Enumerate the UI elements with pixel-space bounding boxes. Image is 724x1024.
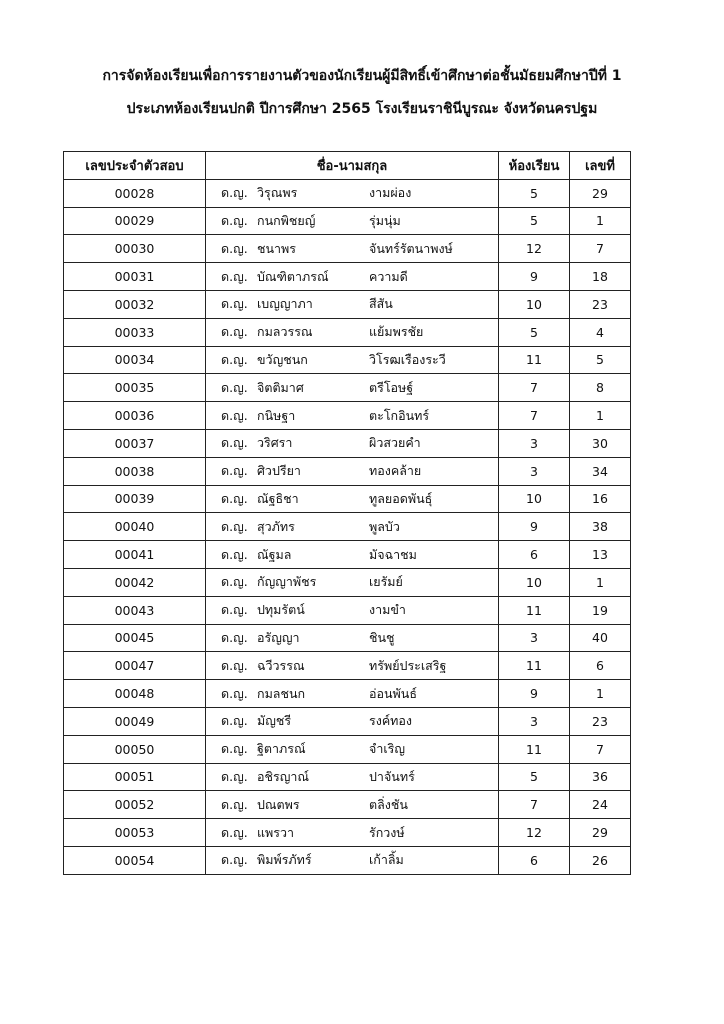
- number-cell: 36: [570, 763, 631, 791]
- document-title-line-2: ประเภทห้องเรียนปกติ ปีการศึกษา 2565 โรงเรียนราชินีบูรณะ จังหวัดนครปฐม: [126, 101, 598, 117]
- number-cell: 29: [570, 179, 631, 207]
- room-cell: 11: [499, 596, 570, 624]
- name-prefix: ด.ญ.: [221, 379, 248, 395]
- name-prefix: ด.ญ.: [221, 657, 248, 673]
- table-row: [64, 791, 631, 819]
- last-name: วิโรฒเรืองระวี: [369, 351, 446, 367]
- room-cell: 5: [499, 763, 570, 791]
- exam-id-cell: 00042: [64, 568, 206, 596]
- exam-id-cell: 00047: [64, 652, 206, 680]
- name-prefix: ด.ญ.: [221, 713, 248, 729]
- first-name: สุวภัทร: [257, 518, 295, 534]
- name-prefix: ด.ญ.: [221, 546, 248, 562]
- table-row: [64, 263, 631, 291]
- exam-id-cell: 00045: [64, 624, 206, 652]
- room-cell: 11: [499, 346, 570, 374]
- table-row: [64, 680, 631, 708]
- number-cell: 38: [570, 513, 631, 541]
- room-cell: 7: [499, 791, 570, 819]
- first-name: กนิษฐา: [257, 407, 296, 423]
- number-cell: 1: [570, 402, 631, 430]
- name-prefix: ด.ญ.: [221, 685, 248, 701]
- room-cell: 7: [499, 402, 570, 430]
- room-cell: 5: [499, 179, 570, 207]
- first-name: วริศรา: [257, 435, 293, 451]
- first-name: อชิรญาณ์: [257, 768, 309, 784]
- exam-id-cell: 00033: [64, 318, 206, 346]
- exam-id-cell: 00031: [64, 263, 206, 291]
- name-prefix: ด.ญ.: [221, 796, 248, 812]
- number-cell: 18: [570, 263, 631, 291]
- name-prefix: ด.ญ.: [221, 602, 248, 618]
- number-cell: 7: [570, 735, 631, 763]
- name-prefix: ด.ญ.: [221, 407, 248, 423]
- last-name: ทรัพย์ประเสริฐ: [369, 657, 447, 673]
- first-name: บัณฑิตาภรณ์: [257, 268, 329, 284]
- name-cell: [206, 374, 499, 402]
- name-cell: [206, 318, 499, 346]
- first-name: ปณตพร: [257, 796, 300, 812]
- last-name: ปาจันทร์: [369, 768, 415, 784]
- last-name: ตะโกอินทร์: [369, 407, 430, 423]
- name-cell: [206, 735, 499, 763]
- last-name: อ่อนพันธ์: [369, 685, 417, 701]
- name-prefix: ด.ญ.: [221, 296, 248, 312]
- last-name: แย้มพรชัย: [369, 324, 424, 340]
- exam-id-cell: 00036: [64, 402, 206, 430]
- name-prefix: ด.ญ.: [221, 518, 248, 534]
- first-name: วิรุณพร: [257, 185, 298, 201]
- room-cell: 9: [499, 263, 570, 291]
- room-cell: 7: [499, 374, 570, 402]
- exam-id-cell: 00034: [64, 346, 206, 374]
- exam-id-cell: 00051: [64, 763, 206, 791]
- number-cell: 4: [570, 318, 631, 346]
- name-prefix: ด.ญ.: [221, 463, 248, 479]
- last-name: ความดี: [369, 268, 408, 284]
- room-cell: 6: [499, 541, 570, 569]
- document-title-line-1: การจัดห้องเรียนเพื่อการรายงานตัวของนักเรียนผู้มีสิทธิ์เข้าศึกษาต่อชั้นมัธยมศึกษาปีที่ 1: [102, 68, 622, 84]
- name-cell: [206, 429, 499, 457]
- table-row: [64, 735, 631, 763]
- name-prefix: ด.ญ.: [221, 185, 248, 201]
- name-cell: [206, 485, 499, 513]
- last-name: เยรัมย์: [369, 574, 403, 590]
- name-cell: [206, 624, 499, 652]
- last-name: เก้าลิ้ม: [369, 852, 404, 868]
- first-name: ศิวปรียา: [257, 463, 301, 479]
- name-prefix: ด.ญ.: [221, 768, 248, 784]
- number-cell: 1: [570, 568, 631, 596]
- room-cell: 10: [499, 568, 570, 596]
- last-name: ทูลยอดพันธุ์: [369, 490, 433, 506]
- name-cell: [206, 179, 499, 207]
- name-cell: [206, 819, 499, 847]
- column-header-room: ห้องเรียน: [499, 152, 570, 180]
- exam-id-cell: 00054: [64, 846, 206, 874]
- number-cell: 30: [570, 429, 631, 457]
- name-prefix: ด.ญ.: [221, 212, 248, 228]
- column-header-number: เลขที่: [570, 152, 631, 180]
- first-name: อรัญญา: [257, 629, 300, 645]
- last-name: สีสัน: [369, 296, 393, 312]
- room-cell: 6: [499, 846, 570, 874]
- first-name: มัญชรี: [257, 713, 292, 729]
- number-cell: 40: [570, 624, 631, 652]
- table-row: [64, 402, 631, 430]
- exam-id-cell: 00049: [64, 707, 206, 735]
- name-cell: [206, 235, 499, 263]
- exam-id-cell: 00043: [64, 596, 206, 624]
- exam-id-cell: 00041: [64, 541, 206, 569]
- first-name: แพรวา: [257, 824, 295, 840]
- table-row: [64, 819, 631, 847]
- table-row: [64, 235, 631, 263]
- first-name: ฉวีวรรณ: [257, 657, 305, 673]
- name-cell: [206, 707, 499, 735]
- name-prefix: ด.ญ.: [221, 268, 248, 284]
- number-cell: 1: [570, 680, 631, 708]
- number-cell: 29: [570, 819, 631, 847]
- name-cell: [206, 457, 499, 485]
- first-name: ฐิตาภรณ์: [257, 741, 306, 757]
- number-cell: 6: [570, 652, 631, 680]
- name-prefix: ด.ญ.: [221, 852, 248, 868]
- first-name: ปทุมรัตน์: [257, 602, 305, 618]
- room-cell: 3: [499, 429, 570, 457]
- first-name: ชนาพร: [257, 240, 297, 256]
- table-row: [64, 207, 631, 235]
- name-cell: [206, 652, 499, 680]
- exam-id-cell: 00050: [64, 735, 206, 763]
- table-row: [64, 457, 631, 485]
- table-row: [64, 346, 631, 374]
- table-row: [64, 846, 631, 874]
- table-row: [64, 596, 631, 624]
- first-name: เบญญาภา: [257, 296, 313, 312]
- first-name: ณัฐมล: [257, 546, 292, 562]
- room-cell: 3: [499, 624, 570, 652]
- last-name: จันทร์รัตนาพงษ์: [369, 240, 453, 256]
- name-prefix: ด.ญ.: [221, 490, 248, 506]
- room-cell: 9: [499, 680, 570, 708]
- exam-id-cell: 00039: [64, 485, 206, 513]
- last-name: ทองคล้าย: [369, 463, 422, 479]
- table-body: [64, 179, 631, 874]
- last-name: รักวงษ์: [369, 824, 405, 840]
- exam-id-cell: 00037: [64, 429, 206, 457]
- number-cell: 8: [570, 374, 631, 402]
- name-prefix: ด.ญ.: [221, 351, 248, 367]
- room-cell: 10: [499, 485, 570, 513]
- table-row: [64, 485, 631, 513]
- number-cell: 23: [570, 290, 631, 318]
- last-name: ตรีโอษฐ์: [369, 379, 414, 395]
- last-name: งามผ่อง: [369, 185, 412, 201]
- first-name: กมลวรรณ: [257, 324, 313, 340]
- name-cell: [206, 207, 499, 235]
- table-row: [64, 541, 631, 569]
- first-name: จิตติมาศ: [257, 379, 304, 395]
- table-row: [64, 318, 631, 346]
- last-name: พูลบัว: [369, 518, 400, 534]
- name-cell: [206, 763, 499, 791]
- name-cell: [206, 263, 499, 291]
- last-name: ตลิ่งชัน: [369, 796, 408, 812]
- name-cell: [206, 596, 499, 624]
- exam-id-cell: 00052: [64, 791, 206, 819]
- number-cell: 16: [570, 485, 631, 513]
- exam-id-cell: 00040: [64, 513, 206, 541]
- first-name: กนกพิชยญ์: [257, 212, 316, 228]
- name-cell: [206, 846, 499, 874]
- number-cell: 23: [570, 707, 631, 735]
- last-name: งามขำ: [369, 602, 406, 618]
- room-cell: 5: [499, 207, 570, 235]
- room-cell: 3: [499, 457, 570, 485]
- room-cell: 9: [499, 513, 570, 541]
- number-cell: 34: [570, 457, 631, 485]
- last-name: รงค์ทอง: [369, 713, 413, 729]
- exam-id-cell: 00035: [64, 374, 206, 402]
- exam-id-cell: 00038: [64, 457, 206, 485]
- number-cell: 7: [570, 235, 631, 263]
- table-row: [64, 568, 631, 596]
- room-cell: 5: [499, 318, 570, 346]
- last-name: มัจฉาชม: [369, 546, 417, 562]
- column-header-name: ชื่อ-นามสกุล: [206, 152, 499, 180]
- room-cell: 12: [499, 235, 570, 263]
- table-header-row: [64, 152, 631, 180]
- exam-id-cell: 00028: [64, 179, 206, 207]
- table-row: [64, 290, 631, 318]
- number-cell: 13: [570, 541, 631, 569]
- table-row: [64, 374, 631, 402]
- room-cell: 11: [499, 652, 570, 680]
- name-cell: [206, 541, 499, 569]
- room-cell: 10: [499, 290, 570, 318]
- first-name: กัญญาพัชร: [257, 574, 317, 590]
- name-cell: [206, 402, 499, 430]
- name-cell: [206, 680, 499, 708]
- exam-id-cell: 00030: [64, 235, 206, 263]
- exam-id-cell: 00032: [64, 290, 206, 318]
- last-name: ชินชู: [369, 629, 395, 645]
- name-cell: [206, 568, 499, 596]
- exam-id-cell: 00029: [64, 207, 206, 235]
- table-row: [64, 179, 631, 207]
- first-name: พิมพ์รภัทร์: [257, 852, 312, 868]
- name-prefix: ด.ญ.: [221, 324, 248, 340]
- name-prefix: ด.ญ.: [221, 824, 248, 840]
- room-cell: 3: [499, 707, 570, 735]
- first-name: กมลชนก: [257, 685, 306, 701]
- name-prefix: ด.ญ.: [221, 629, 248, 645]
- name-cell: [206, 290, 499, 318]
- table-row: [64, 652, 631, 680]
- first-name: ขวัญชนก: [257, 351, 308, 367]
- last-name: รุ่มนุ่ม: [369, 212, 401, 228]
- table-row: [64, 763, 631, 791]
- number-cell: 24: [570, 791, 631, 819]
- name-prefix: ด.ญ.: [221, 435, 248, 451]
- name-prefix: ด.ญ.: [221, 574, 248, 590]
- number-cell: 5: [570, 346, 631, 374]
- number-cell: 1: [570, 207, 631, 235]
- name-cell: [206, 513, 499, 541]
- name-prefix: ด.ญ.: [221, 741, 248, 757]
- number-cell: 26: [570, 846, 631, 874]
- first-name: ณัฐธิชา: [257, 490, 299, 506]
- last-name: ผิวสวยคำ: [369, 435, 421, 451]
- table-row: [64, 707, 631, 735]
- name-cell: [206, 791, 499, 819]
- room-cell: 12: [499, 819, 570, 847]
- student-room-table: [63, 151, 631, 875]
- exam-id-cell: 00053: [64, 819, 206, 847]
- exam-id-cell: 00048: [64, 680, 206, 708]
- table-row: [64, 429, 631, 457]
- table-row: [64, 513, 631, 541]
- last-name: จำเริญ: [369, 741, 405, 757]
- column-header-exam-id: เลขประจำตัวสอบ: [64, 152, 206, 180]
- room-cell: 11: [499, 735, 570, 763]
- table-row: [64, 624, 631, 652]
- name-cell: [206, 346, 499, 374]
- number-cell: 19: [570, 596, 631, 624]
- name-prefix: ด.ญ.: [221, 240, 248, 256]
